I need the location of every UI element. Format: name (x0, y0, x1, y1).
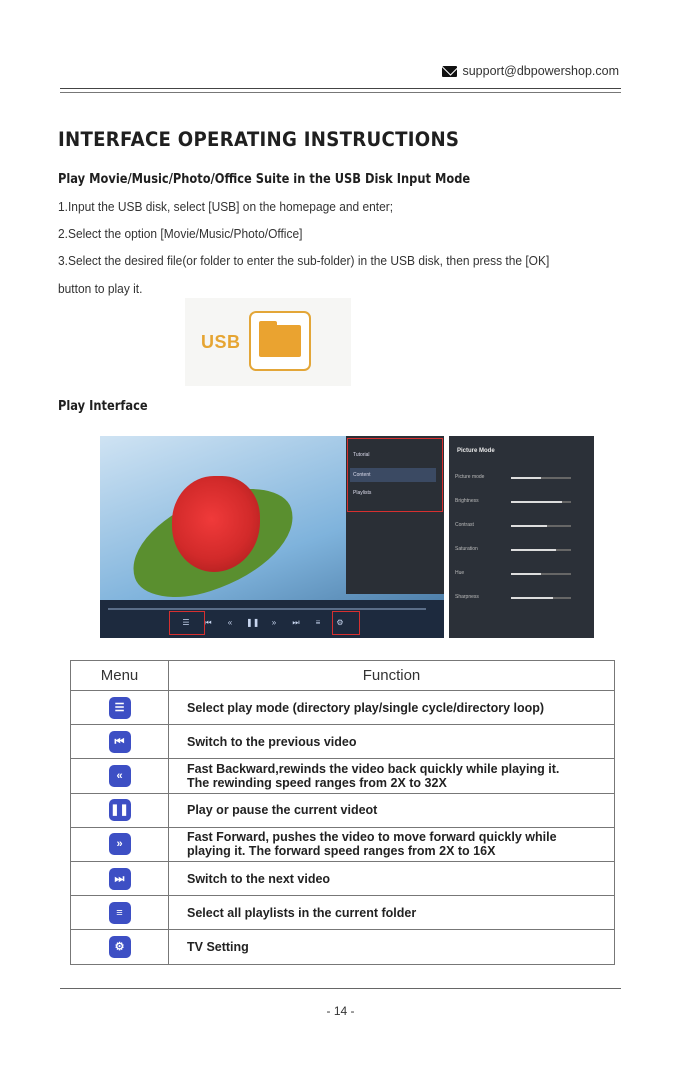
usb-label: USB (201, 332, 241, 352)
previous-video-icon: ⏮ (109, 731, 131, 753)
envelope-icon (442, 66, 457, 77)
header-divider-secondary (60, 92, 621, 93)
playback-screenshot (100, 436, 444, 638)
seek-bar (108, 608, 426, 610)
menu-icon-cell (71, 759, 169, 793)
function-table (70, 660, 615, 968)
menu-highlight-box (347, 438, 443, 512)
picture-mode-screenshot (449, 436, 594, 638)
ctrl-forward-icon: » (271, 618, 277, 627)
table-row (71, 725, 615, 759)
table-row (71, 827, 615, 861)
settings-icon: ⚙ (109, 936, 131, 958)
next-video-icon: ⏭ (109, 868, 131, 890)
email-address: support@dbpowershop.com (462, 64, 619, 78)
picture-setting-row (455, 594, 587, 602)
playlist-icon: ≡ (109, 902, 131, 924)
menu-icon-cell (71, 793, 169, 827)
picture-setting-slider (511, 525, 571, 527)
menu-icon-cell (71, 930, 169, 964)
menu-icon-cell (71, 691, 169, 725)
page-number: - 14 - (326, 1004, 355, 1018)
header-menu: Menu (71, 661, 169, 691)
picture-setting-slider (511, 549, 571, 551)
play-mode-icon: ☰ (109, 697, 131, 719)
picture-setting-label: Sharpness (455, 594, 479, 600)
control-bar (100, 600, 444, 638)
header-function: Function (169, 661, 615, 691)
section-subtitle: Play Movie/Music/Photo/Office Suite in the USB Disk Input Mode (58, 172, 471, 187)
table-row (71, 793, 615, 827)
function-description: TV Setting (169, 930, 615, 964)
function-description: Select all playlists in the current folder (169, 896, 615, 930)
picture-setting-row (455, 522, 587, 530)
table-row (71, 759, 615, 793)
table-row (71, 930, 615, 964)
page-title: INTERFACE OPERATING INSTRUCTIONS (58, 128, 460, 151)
picture-mode-title: Picture Mode (457, 448, 495, 454)
menu-item-playlists: Playlists (353, 490, 372, 496)
menu-icon-cell (71, 827, 169, 861)
picture-setting-label: Hue (455, 570, 465, 576)
function-description: Play or pause the current videot (169, 793, 615, 827)
play-pause-icon: ❚❚ (109, 799, 131, 821)
table-row (71, 861, 615, 895)
picture-setting-slider (511, 477, 571, 479)
picture-setting-slider (511, 597, 571, 599)
ctrl-rewind-icon: « (227, 618, 233, 627)
table-row (71, 691, 615, 725)
function-description: Fast Backward,rewinds the video back quickly while playing it. The rewinding speed ranges from 2X to 32X (169, 759, 615, 793)
fast-forward-icon: » (109, 833, 131, 855)
function-description: Switch to the next video (169, 861, 615, 895)
picture-setting-row (455, 546, 587, 554)
step-3-continued: button to play it. (58, 281, 143, 296)
step-3: 3.Select the desired file(or folder to enter the sub-folder) in the USB disk, then press the [OK] (58, 253, 550, 268)
table-row (71, 896, 615, 930)
picture-setting-label: Saturation (455, 546, 478, 552)
function-description: Fast Forward, pushes the video to move forward quickly while playing it. The forward speed ranges from 2X to 16X (169, 827, 615, 861)
picture-setting-slider (511, 501, 571, 503)
function-description: Select play mode (directory play/single cycle/directory loop) (169, 691, 615, 725)
picture-setting-label: Contrast (455, 522, 474, 528)
ctrl-previous-icon: ⏮ (204, 618, 212, 627)
play-mode-highlight-box (169, 611, 205, 635)
menu-icon-cell (71, 725, 169, 759)
picture-setting-row (455, 474, 587, 482)
ctrl-next-icon: ⏭ (292, 618, 300, 627)
fast-backward-icon: « (109, 765, 131, 787)
usb-illustration (185, 298, 351, 386)
picture-setting-row (455, 570, 587, 578)
picture-setting-label: Picture mode (455, 474, 485, 480)
function-description: Switch to the previous video (169, 725, 615, 759)
menu-item-content: Content (350, 468, 436, 482)
play-interface-heading: Play Interface (58, 399, 148, 414)
header-divider (60, 88, 621, 89)
header-email (442, 64, 619, 78)
ctrl-pause-icon: ❚❚ (246, 618, 260, 627)
picture-setting-row (455, 498, 587, 506)
ctrl-settings-icon: ⚙ (336, 618, 344, 627)
settings-highlight-box (332, 611, 360, 635)
footer-divider (60, 988, 621, 989)
step-2: 2.Select the option [Movie/Music/Photo/Office] (58, 226, 303, 241)
step-1: 1.Input the USB disk, select [USB] on the homepage and enter; (58, 199, 394, 214)
ctrl-play-mode-icon: ☰ (182, 618, 190, 627)
folder-icon (249, 311, 311, 371)
picture-setting-label: Brightness (455, 498, 479, 504)
picture-setting-slider (511, 573, 571, 575)
menu-icon-cell (71, 861, 169, 895)
menu-icon-cell (71, 896, 169, 930)
ctrl-playlist-icon: ≡ (315, 618, 321, 627)
menu-item-tutorial: Tutorial (353, 452, 370, 458)
